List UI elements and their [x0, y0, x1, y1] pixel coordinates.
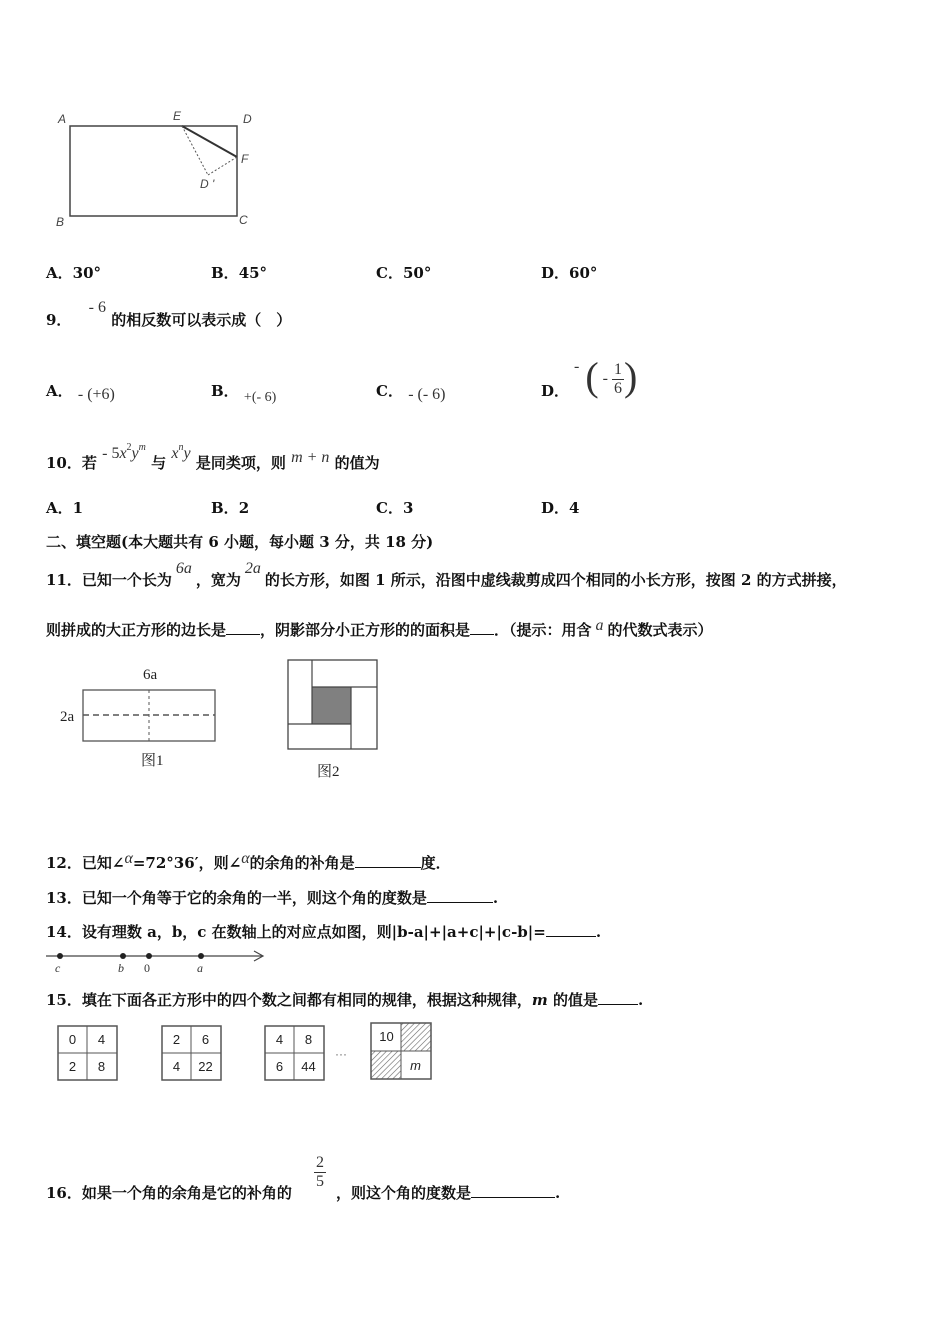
q8-option-a[interactable]: A．30°: [46, 264, 102, 282]
fig1-caption: 图1: [141, 753, 164, 769]
q9-expr: - 6: [88, 299, 106, 316]
label-b: b: [118, 961, 124, 975]
q9-option-a[interactable]: A． - (+6): [46, 382, 115, 403]
point-c: [57, 953, 63, 959]
q9-option-b[interactable]: B． +(- 6): [211, 382, 277, 405]
number-square-3: 4 8 6 44: [264, 1025, 325, 1081]
right-paren: ): [623, 354, 638, 399]
q8-option-d[interactable]: D．60°: [541, 264, 598, 282]
fig1-top-label: 6a: [143, 667, 158, 683]
q14-stem: 14．设有理数 a，b，c 在数轴上的对应点如图，则|b-a|+|a+c|+|c-b|= .: [46, 923, 602, 941]
q10-option-d[interactable]: D．4: [541, 499, 580, 517]
fig2-caption: 图2: [317, 764, 340, 780]
q16-fraction: $\frac{2}{5}$: [316, 1154, 324, 1190]
fig1-left-label: 2a: [60, 709, 75, 725]
point-d-prime-label: D ': [200, 177, 215, 191]
q12-blank[interactable]: [355, 853, 421, 868]
point-a: [198, 953, 204, 959]
q15-stem: 15．填在下面各正方形中的四个数之间都有相同的规律，根据这种规律，m 的值是 .: [46, 991, 644, 1009]
hatched-cell-top-right: [401, 1023, 431, 1051]
rectangle-abcd: [70, 126, 237, 216]
label-c: c: [55, 961, 61, 975]
q11-blank-2[interactable]: [470, 620, 494, 635]
q14-number-line: [44, 946, 270, 976]
label-zero: 0: [144, 961, 150, 975]
section-title: 二、填空题(本大题共有 6 小题，每小题 3 分，共 18 分): [46, 533, 434, 551]
q16-tail: ，则这个角的度数是 .: [336, 1184, 561, 1202]
q12-stem: 12．已知∠α=72°36′，则∠α的余角的补角是 度．: [46, 850, 451, 872]
point-e-label: E: [173, 109, 182, 123]
q9-option-c[interactable]: C． - (- 6): [376, 382, 446, 403]
fig2-square: [287, 659, 379, 751]
fig1-rectangle: [82, 689, 218, 743]
point-zero: [146, 953, 152, 959]
q10-term2: $x^ny$: [171, 442, 191, 462]
q14-blank[interactable]: [546, 922, 596, 937]
q13-blank[interactable]: [427, 888, 493, 903]
number-square-1: 0 4 2 8: [57, 1025, 118, 1081]
q15-blank[interactable]: [598, 990, 638, 1005]
q10-option-c[interactable]: C．3: [376, 499, 414, 517]
q8-option-c[interactable]: C．50°: [376, 264, 432, 282]
q13-stem: 13．已知一个角等于它的余角的一半，则这个角的度数是 .: [46, 889, 499, 907]
q10-stem: 10．若 - $5x^2y^m$ 与 $x^ny$ 是同类项，则 m + n 的值为: [46, 442, 380, 472]
q11-blank-1[interactable]: [226, 620, 260, 635]
q10-option-b[interactable]: B．2: [211, 499, 250, 517]
fig2-shaded-square: [312, 687, 351, 724]
q10-term1: - $5x^2y^m$: [102, 442, 146, 462]
q9-option-d[interactable]: D．: [541, 382, 570, 400]
q9-d-fraction: $\frac{1}{6}$: [613, 360, 622, 397]
q16-blank[interactable]: [471, 1183, 555, 1198]
point-b: [120, 953, 126, 959]
point-a-label: A: [58, 112, 67, 126]
q11-line1: 11．已知一个长为6a，宽为2a的长方形，如图 1 所示，沿图中虚线裁剪成四个相同的小长方形，按图 2 的方式拼接，: [46, 560, 847, 589]
left-paren: (: [585, 354, 599, 399]
q11-line2: 则拼成的大正方形的边长是 ，阴影部分小正方形的的面积是 ．（提示：用含 a 的代数式表示）: [46, 617, 713, 639]
q8-option-b[interactable]: B．45°: [211, 264, 268, 282]
number-square-4: 10 m: [370, 1022, 432, 1080]
q16-stem: 16．如果一个角的余角是它的补角的: [46, 1184, 292, 1202]
dashed-d-prime-f: [208, 157, 237, 175]
q8-figure: [50, 105, 270, 230]
q10-mn: m + n: [291, 449, 330, 466]
point-d-label: D: [243, 112, 252, 126]
q9-option-d-expr: - ( - $\frac{1}{6}$ ): [574, 354, 638, 399]
q9-stem: 9． - 6 的相反数可以表示成（ ）: [46, 299, 292, 329]
point-b-label: B: [56, 215, 65, 229]
point-c-label: C: [239, 213, 248, 227]
ellipsis: ···: [335, 1047, 347, 1061]
number-square-2: 2 6 4 22: [161, 1025, 222, 1081]
point-f-label: F: [241, 152, 249, 166]
hatched-cell-bottom-left: [371, 1051, 401, 1079]
q10-option-a[interactable]: A．1: [46, 499, 84, 517]
label-a: a: [197, 961, 203, 975]
